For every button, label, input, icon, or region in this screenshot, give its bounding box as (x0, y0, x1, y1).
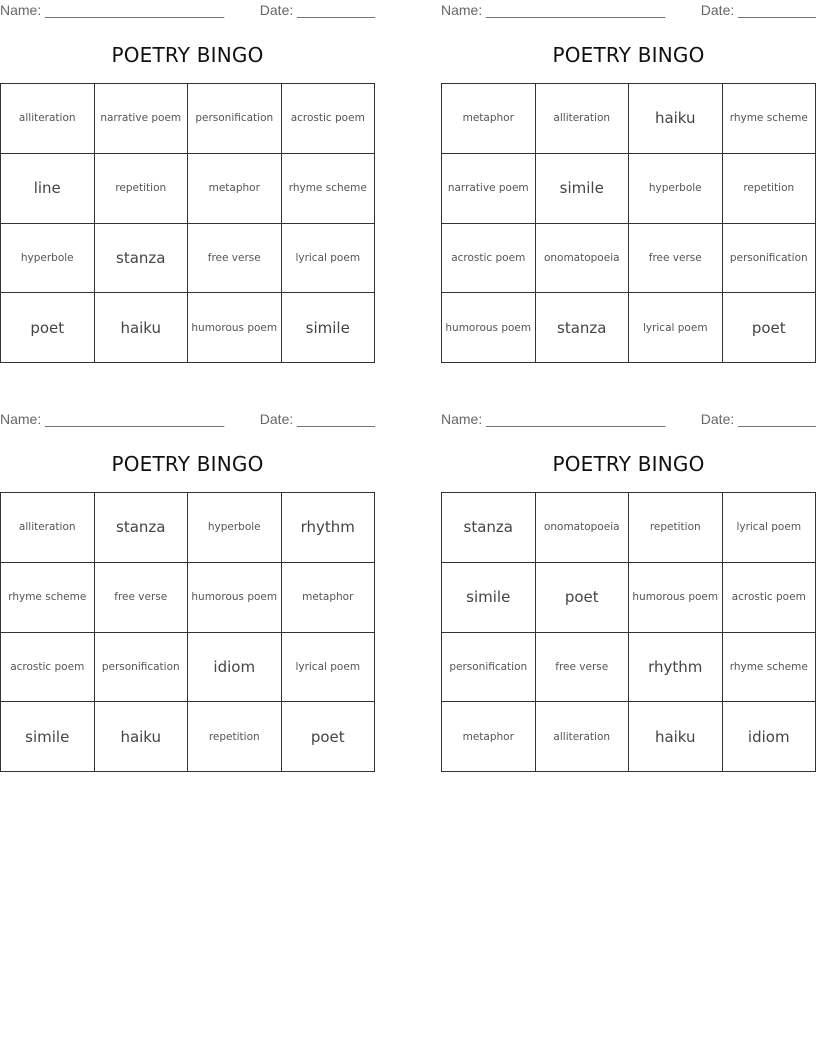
bingo-cell[interactable]: lyrical poem (723, 493, 816, 563)
bingo-cell[interactable]: personification (723, 224, 816, 294)
bingo-cell[interactable]: metaphor (442, 84, 536, 154)
bingo-cell[interactable]: idiom (188, 633, 282, 703)
bingo-cell[interactable]: haiku (95, 293, 189, 363)
bingo-cell[interactable]: free verse (95, 563, 189, 633)
bingo-cell[interactable]: poet (282, 702, 376, 772)
bingo-cell[interactable]: humorous poem (442, 293, 536, 363)
bingo-cell[interactable]: hyperbole (1, 224, 95, 294)
bingo-cell[interactable]: poet (1, 293, 95, 363)
bingo-cell[interactable]: idiom (723, 702, 816, 772)
bingo-cell[interactable]: narrative poem (95, 84, 189, 154)
date-field[interactable]: Date: __________ (259, 411, 375, 427)
bingo-cell[interactable]: lyrical poem (629, 293, 723, 363)
bingo-cell[interactable]: haiku (629, 702, 723, 772)
bingo-cell[interactable]: stanza (95, 493, 189, 563)
card-header (0, 0, 375, 22)
bingo-cell[interactable]: metaphor (188, 154, 282, 224)
bingo-cell[interactable]: alliteration (1, 493, 95, 563)
name-field[interactable]: Name: _______________________ (0, 411, 225, 427)
bingo-cell[interactable]: humorous poem (188, 563, 282, 633)
bingo-cell[interactable]: simile (282, 293, 376, 363)
date-field[interactable]: Date: __________ (259, 2, 375, 18)
bingo-cell[interactable]: metaphor (442, 702, 536, 772)
bingo-cell[interactable]: simile (1, 702, 95, 772)
bingo-cell[interactable]: repetition (95, 154, 189, 224)
bingo-cell[interactable]: haiku (95, 702, 189, 772)
bingo-cell[interactable]: rhythm (282, 493, 376, 563)
bingo-cell[interactable]: onomatopoeia (536, 224, 630, 294)
bingo-cell[interactable]: simile (442, 563, 536, 633)
bingo-cell[interactable]: lyrical poem (282, 633, 376, 703)
bingo-cell[interactable]: stanza (95, 224, 189, 294)
bingo-grid (0, 83, 375, 363)
name-field[interactable]: Name: _______________________ (441, 411, 666, 427)
card-title: POETRY BINGO (552, 452, 705, 476)
card-header (441, 0, 816, 22)
bingo-cell[interactable]: acrostic poem (442, 224, 536, 294)
bingo-cell[interactable]: personification (442, 633, 536, 703)
bingo-cell[interactable]: poet (723, 293, 816, 363)
bingo-cell[interactable]: acrostic poem (723, 563, 816, 633)
bingo-cell[interactable]: line (1, 154, 95, 224)
bingo-card-4 (441, 409, 816, 746)
bingo-cell[interactable]: rhyme scheme (1, 563, 95, 633)
date-field[interactable]: Date: __________ (700, 411, 816, 427)
card-title: POETRY BINGO (111, 452, 264, 476)
bingo-cell[interactable]: onomatopoeia (536, 493, 630, 563)
bingo-grid (441, 492, 816, 772)
bingo-cell[interactable]: repetition (723, 154, 816, 224)
card-header (0, 409, 375, 431)
bingo-cell[interactable]: humorous poem (188, 293, 282, 363)
bingo-cell[interactable]: alliteration (1, 84, 95, 154)
bingo-cell[interactable]: lyrical poem (282, 224, 376, 294)
bingo-cell[interactable]: rhyme scheme (723, 633, 816, 703)
bingo-cell[interactable]: free verse (629, 224, 723, 294)
bingo-cell[interactable]: haiku (629, 84, 723, 154)
bingo-cell[interactable]: hyperbole (629, 154, 723, 224)
bingo-grid (441, 83, 816, 363)
bingo-card-1 (0, 0, 375, 337)
bingo-cell[interactable]: humorous poem (629, 563, 723, 633)
card-title: POETRY BINGO (552, 43, 705, 67)
date-field[interactable]: Date: __________ (700, 2, 816, 18)
bingo-cell[interactable]: acrostic poem (282, 84, 376, 154)
bingo-cell[interactable]: rhythm (629, 633, 723, 703)
bingo-cell[interactable]: alliteration (536, 702, 630, 772)
bingo-cell[interactable]: simile (536, 154, 630, 224)
card-header (441, 409, 816, 431)
bingo-cell[interactable]: repetition (629, 493, 723, 563)
bingo-cell[interactable]: narrative poem (442, 154, 536, 224)
bingo-cell[interactable]: stanza (536, 293, 630, 363)
card-title: POETRY BINGO (111, 43, 264, 67)
bingo-card-2 (441, 0, 816, 337)
bingo-cell[interactable]: stanza (442, 493, 536, 563)
bingo-cell[interactable]: free verse (536, 633, 630, 703)
name-field[interactable]: Name: _______________________ (441, 2, 666, 18)
bingo-cell[interactable]: rhyme scheme (282, 154, 376, 224)
bingo-cell[interactable]: personification (95, 633, 189, 703)
bingo-cell[interactable]: metaphor (282, 563, 376, 633)
bingo-grid (0, 492, 375, 772)
bingo-card-3 (0, 409, 375, 746)
bingo-cell[interactable]: poet (536, 563, 630, 633)
bingo-cell[interactable]: rhyme scheme (723, 84, 816, 154)
bingo-cell[interactable]: repetition (188, 702, 282, 772)
bingo-cell[interactable]: hyperbole (188, 493, 282, 563)
bingo-cell[interactable]: acrostic poem (1, 633, 95, 703)
bingo-cell[interactable]: alliteration (536, 84, 630, 154)
name-field[interactable]: Name: _______________________ (0, 2, 225, 18)
bingo-cell[interactable]: personification (188, 84, 282, 154)
bingo-cell[interactable]: free verse (188, 224, 282, 294)
